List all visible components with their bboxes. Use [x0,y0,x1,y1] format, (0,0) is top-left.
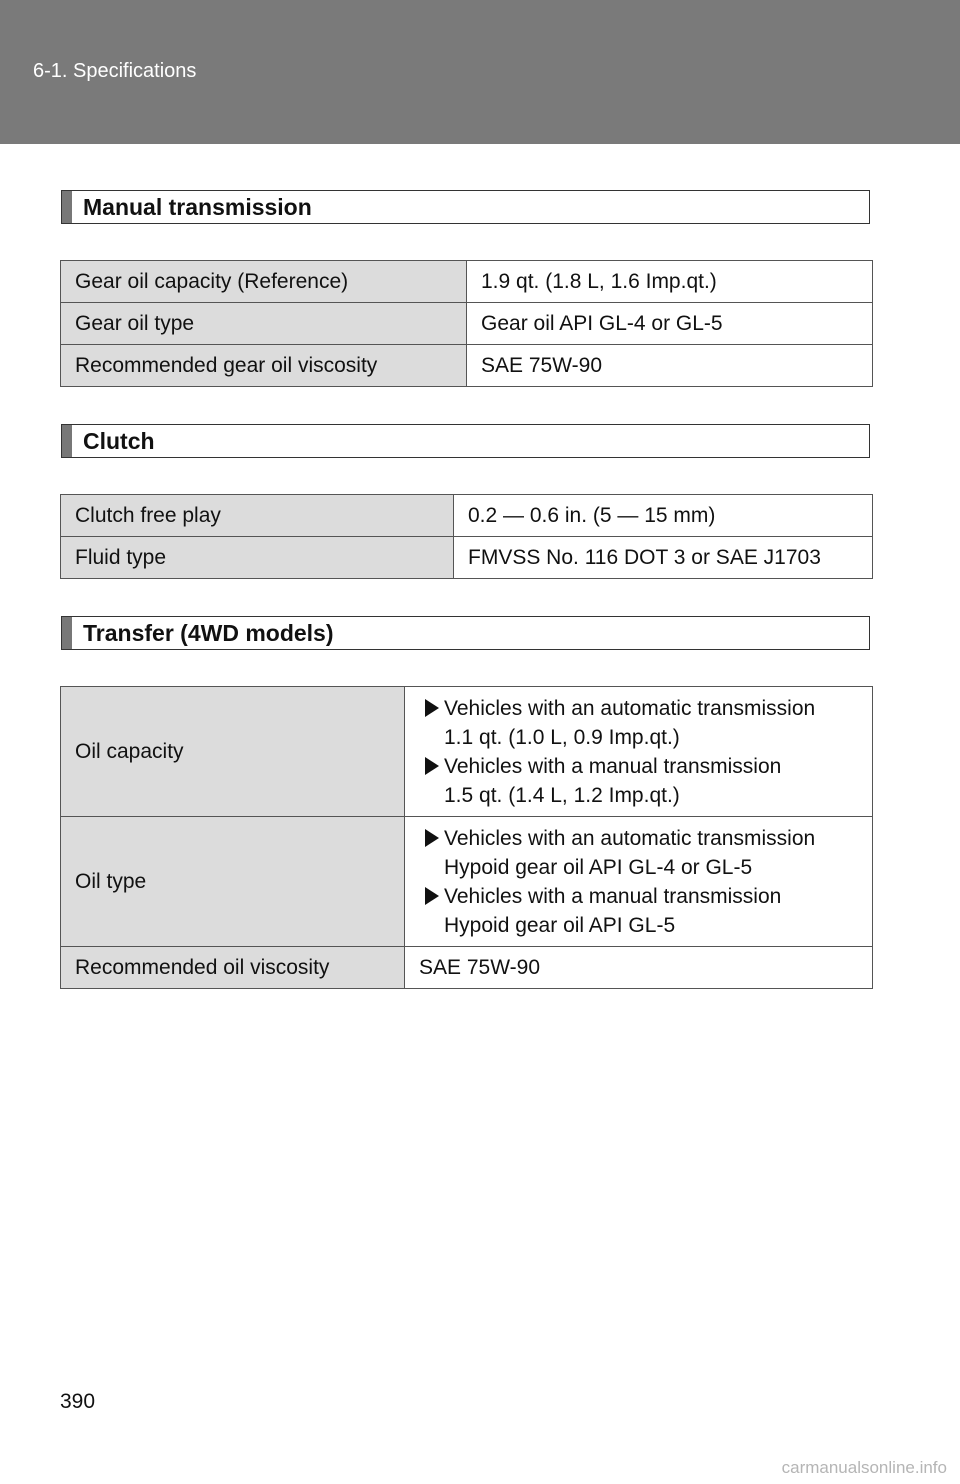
list-item [425,752,872,781]
heading-text: Manual transmission [83,194,312,220]
table-row [61,687,873,817]
list-item-title: Vehicles with a manual transmission [444,754,782,778]
list-item-detail: Hypoid gear oil API GL-5 [444,913,676,937]
triangle-bullet-icon [425,829,439,847]
row-value: 1.9 qt. (1.8 L, 1.6 Imp.qt.) [467,261,873,303]
row-label: Gear oil type [61,303,467,345]
clutch-heading [61,424,870,458]
manual-transmission-heading [61,190,870,224]
clutch-table [60,494,873,579]
section-label: 6-1. Specifications [33,60,197,82]
triangle-bullet-icon [425,757,439,775]
row-value [405,687,873,817]
heading-bar [62,425,72,457]
table-row [61,261,873,303]
row-value: SAE 75W-90 [467,345,873,387]
row-label: Recommended gear oil viscosity [61,345,467,387]
heading-bar [62,191,72,223]
table-row [61,303,873,345]
row-label: Clutch free play [61,495,454,537]
row-value [405,817,873,947]
table-row [61,345,873,387]
heading-text: Clutch [83,428,155,454]
transfer-heading [61,616,870,650]
table-row [61,495,873,537]
row-value: Gear oil API GL-4 or GL-5 [467,303,873,345]
manual-transmission-table [60,260,873,387]
list-item [425,824,872,853]
row-label: Oil capacity [61,687,405,817]
page-header [0,0,960,144]
row-value: FMVSS No. 116 DOT 3 or SAE J1703 [454,537,873,579]
list-item-title: Vehicles with a manual transmission [444,884,782,908]
row-value: SAE 75W-90 [405,947,873,989]
table-row [61,817,873,947]
row-value: 0.2 — 0.6 in. (5 — 15 mm) [454,495,873,537]
table-row [61,537,873,579]
transfer-table [60,686,873,989]
watermark: carmanualsonline.info [781,1458,947,1477]
list-item-detail: 1.5 qt. (1.4 L, 1.2 Imp.qt.) [444,783,680,807]
row-label: Oil type [61,817,405,947]
list-item [425,694,872,723]
page-number: 390 [60,1390,96,1413]
heading-text: Transfer (4WD models) [83,620,334,646]
list-item-title: Vehicles with an automatic transmission [444,696,816,720]
list-item-title: Vehicles with an automatic transmission [444,826,816,850]
triangle-bullet-icon [425,699,439,717]
row-label: Gear oil capacity (Reference) [61,261,467,303]
row-label: Recommended oil viscosity [61,947,405,989]
row-label: Fluid type [61,537,454,579]
list-item-detail: 1.1 qt. (1.0 L, 0.9 Imp.qt.) [444,725,680,749]
list-item [425,882,872,911]
list-item-detail: Hypoid gear oil API GL-4 or GL-5 [444,855,753,879]
triangle-bullet-icon [425,887,439,905]
heading-bar [62,617,72,649]
table-row [61,947,873,989]
